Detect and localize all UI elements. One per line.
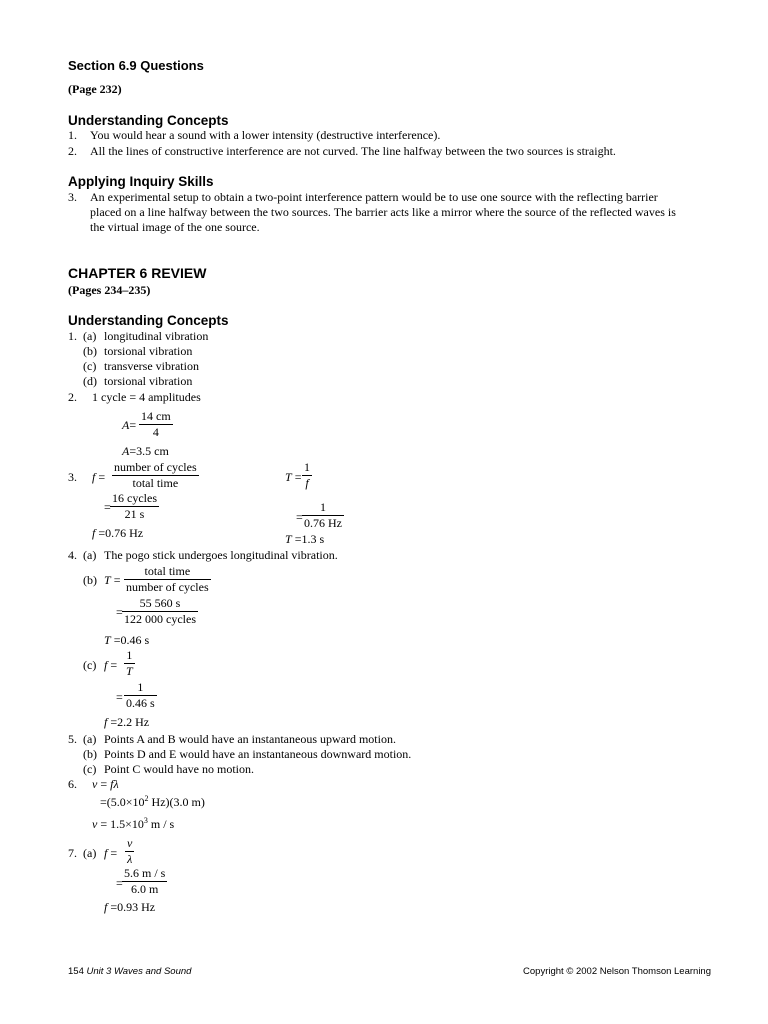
numerator: 14 cm xyxy=(141,409,171,423)
answer-text: longitudinal vibration xyxy=(104,329,209,343)
part-label: (a) xyxy=(83,329,97,343)
math-eq: = xyxy=(104,500,111,514)
question-number: 2. xyxy=(68,144,77,158)
answer-text: You would hear a sound with a lower intensity (destructive interference). xyxy=(90,128,441,142)
answer-text: An experimental setup to obtain a two-point interference pattern would be to use one source with the reflecting barrier xyxy=(90,190,658,204)
answer-text: All the lines of constructive interference are not curved. The line halfway between the two sources is straight. xyxy=(90,144,616,158)
fraction: 1 0.76 Hz xyxy=(304,500,342,530)
math-result: f =2.2 Hz xyxy=(104,715,150,729)
answer-text: transverse vibration xyxy=(104,359,199,373)
applying-heading: Applying Inquiry Skills xyxy=(68,174,214,189)
math-variable: A= xyxy=(122,418,137,432)
fraction: 55 560 s 122 000 cycles xyxy=(124,596,196,626)
question-number: 1. xyxy=(68,329,77,343)
question-number: 7. xyxy=(68,846,77,860)
answer-text: Point C would have no motion. xyxy=(104,762,254,776)
unit-title: Unit 3 Waves and Sound xyxy=(86,966,192,977)
part-label: (c) xyxy=(83,658,97,672)
math-eq: = xyxy=(116,876,123,890)
part-label: (d) xyxy=(83,374,97,388)
question-number: 3. xyxy=(68,470,77,484)
math-variable: T = xyxy=(285,470,302,484)
question-number: 4. xyxy=(68,548,77,562)
math-variable: f = xyxy=(104,846,118,860)
math-eq: = xyxy=(296,510,303,524)
section-page-ref: (Page 232) xyxy=(68,82,122,96)
question-number: 2. xyxy=(68,390,77,404)
math-result: A=3.5 cm xyxy=(122,444,169,458)
part-label: (c) xyxy=(83,762,97,776)
part-label: (b) xyxy=(83,747,97,761)
fraction: 16 cycles 21 s xyxy=(112,491,157,521)
answer-text: 1 cycle = 4 amplitudes xyxy=(92,390,201,404)
math-line: $=(5.0\times 10^2$ Hz)(3.0 m) xyxy=(100,794,205,809)
math-variable: f = xyxy=(104,658,118,672)
fraction: 1 f xyxy=(304,460,310,490)
answer-text: The pogo stick undergoes longitudinal vibration. xyxy=(104,548,338,562)
understanding-heading: Understanding Concepts xyxy=(68,113,229,128)
answer-text: torsional vibration xyxy=(104,374,193,388)
page-number: 154 xyxy=(68,966,84,977)
math-eq: = xyxy=(116,605,123,619)
page-footer-left xyxy=(68,966,191,978)
math-result: $v = 1.5\times 10^3$ m / s xyxy=(92,816,175,831)
part-label: (b) xyxy=(83,573,97,587)
fraction xyxy=(139,409,173,440)
part-label: (a) xyxy=(83,846,97,860)
part-label: (b) xyxy=(83,344,97,358)
math-result: f =0.76 Hz xyxy=(92,526,144,540)
fraction: v λ xyxy=(127,836,133,866)
fraction: 5.6 m / s 6.0 m xyxy=(124,866,166,896)
answer-text: the virtual image of the one source. xyxy=(90,220,260,234)
math-line: v = fλ xyxy=(92,777,119,791)
copyright-notice: Copyright © 2002 Nelson Thomson Learning xyxy=(523,966,711,977)
chapter-review-title: CHAPTER 6 REVIEW xyxy=(68,265,207,281)
math-variable: f = xyxy=(92,470,106,484)
part-label: (c) xyxy=(83,359,97,373)
section-title: Section 6.9 Questions xyxy=(68,58,204,73)
fraction: 1 0.46 s xyxy=(126,680,155,710)
review-understanding-heading: Understanding Concepts xyxy=(68,313,229,328)
math-result: f =0.93 Hz xyxy=(104,900,156,914)
question-number: 6. xyxy=(68,777,77,791)
answer-text: placed on a line halfway between the two sources. The barrier acts like a mirror where the source of the reflected waves is xyxy=(90,205,676,219)
chapter-pages-ref: (Pages 234–235) xyxy=(68,283,151,297)
math-result: T =0.46 s xyxy=(104,633,150,647)
answer-text: Points D and E would have an instantaneous downward motion. xyxy=(104,747,412,761)
question-number: 3. xyxy=(68,190,77,204)
fraction: number of cycles total time xyxy=(114,460,197,490)
math-eq: = xyxy=(116,690,123,704)
math-result: T =1.3 s xyxy=(285,532,325,546)
part-label: (a) xyxy=(83,732,97,746)
answer-text: Points A and B would have an instantaneous upward motion. xyxy=(104,732,396,746)
answer-text: torsional vibration xyxy=(104,344,193,358)
fraction: 1 T xyxy=(126,648,133,678)
math-variable: T = xyxy=(104,573,121,587)
part-label: (a) xyxy=(83,548,97,562)
question-number: 5. xyxy=(68,732,77,746)
fraction: total time number of cycles xyxy=(126,564,209,594)
question-number: 1. xyxy=(68,128,77,142)
denominator: 4 xyxy=(152,425,159,439)
